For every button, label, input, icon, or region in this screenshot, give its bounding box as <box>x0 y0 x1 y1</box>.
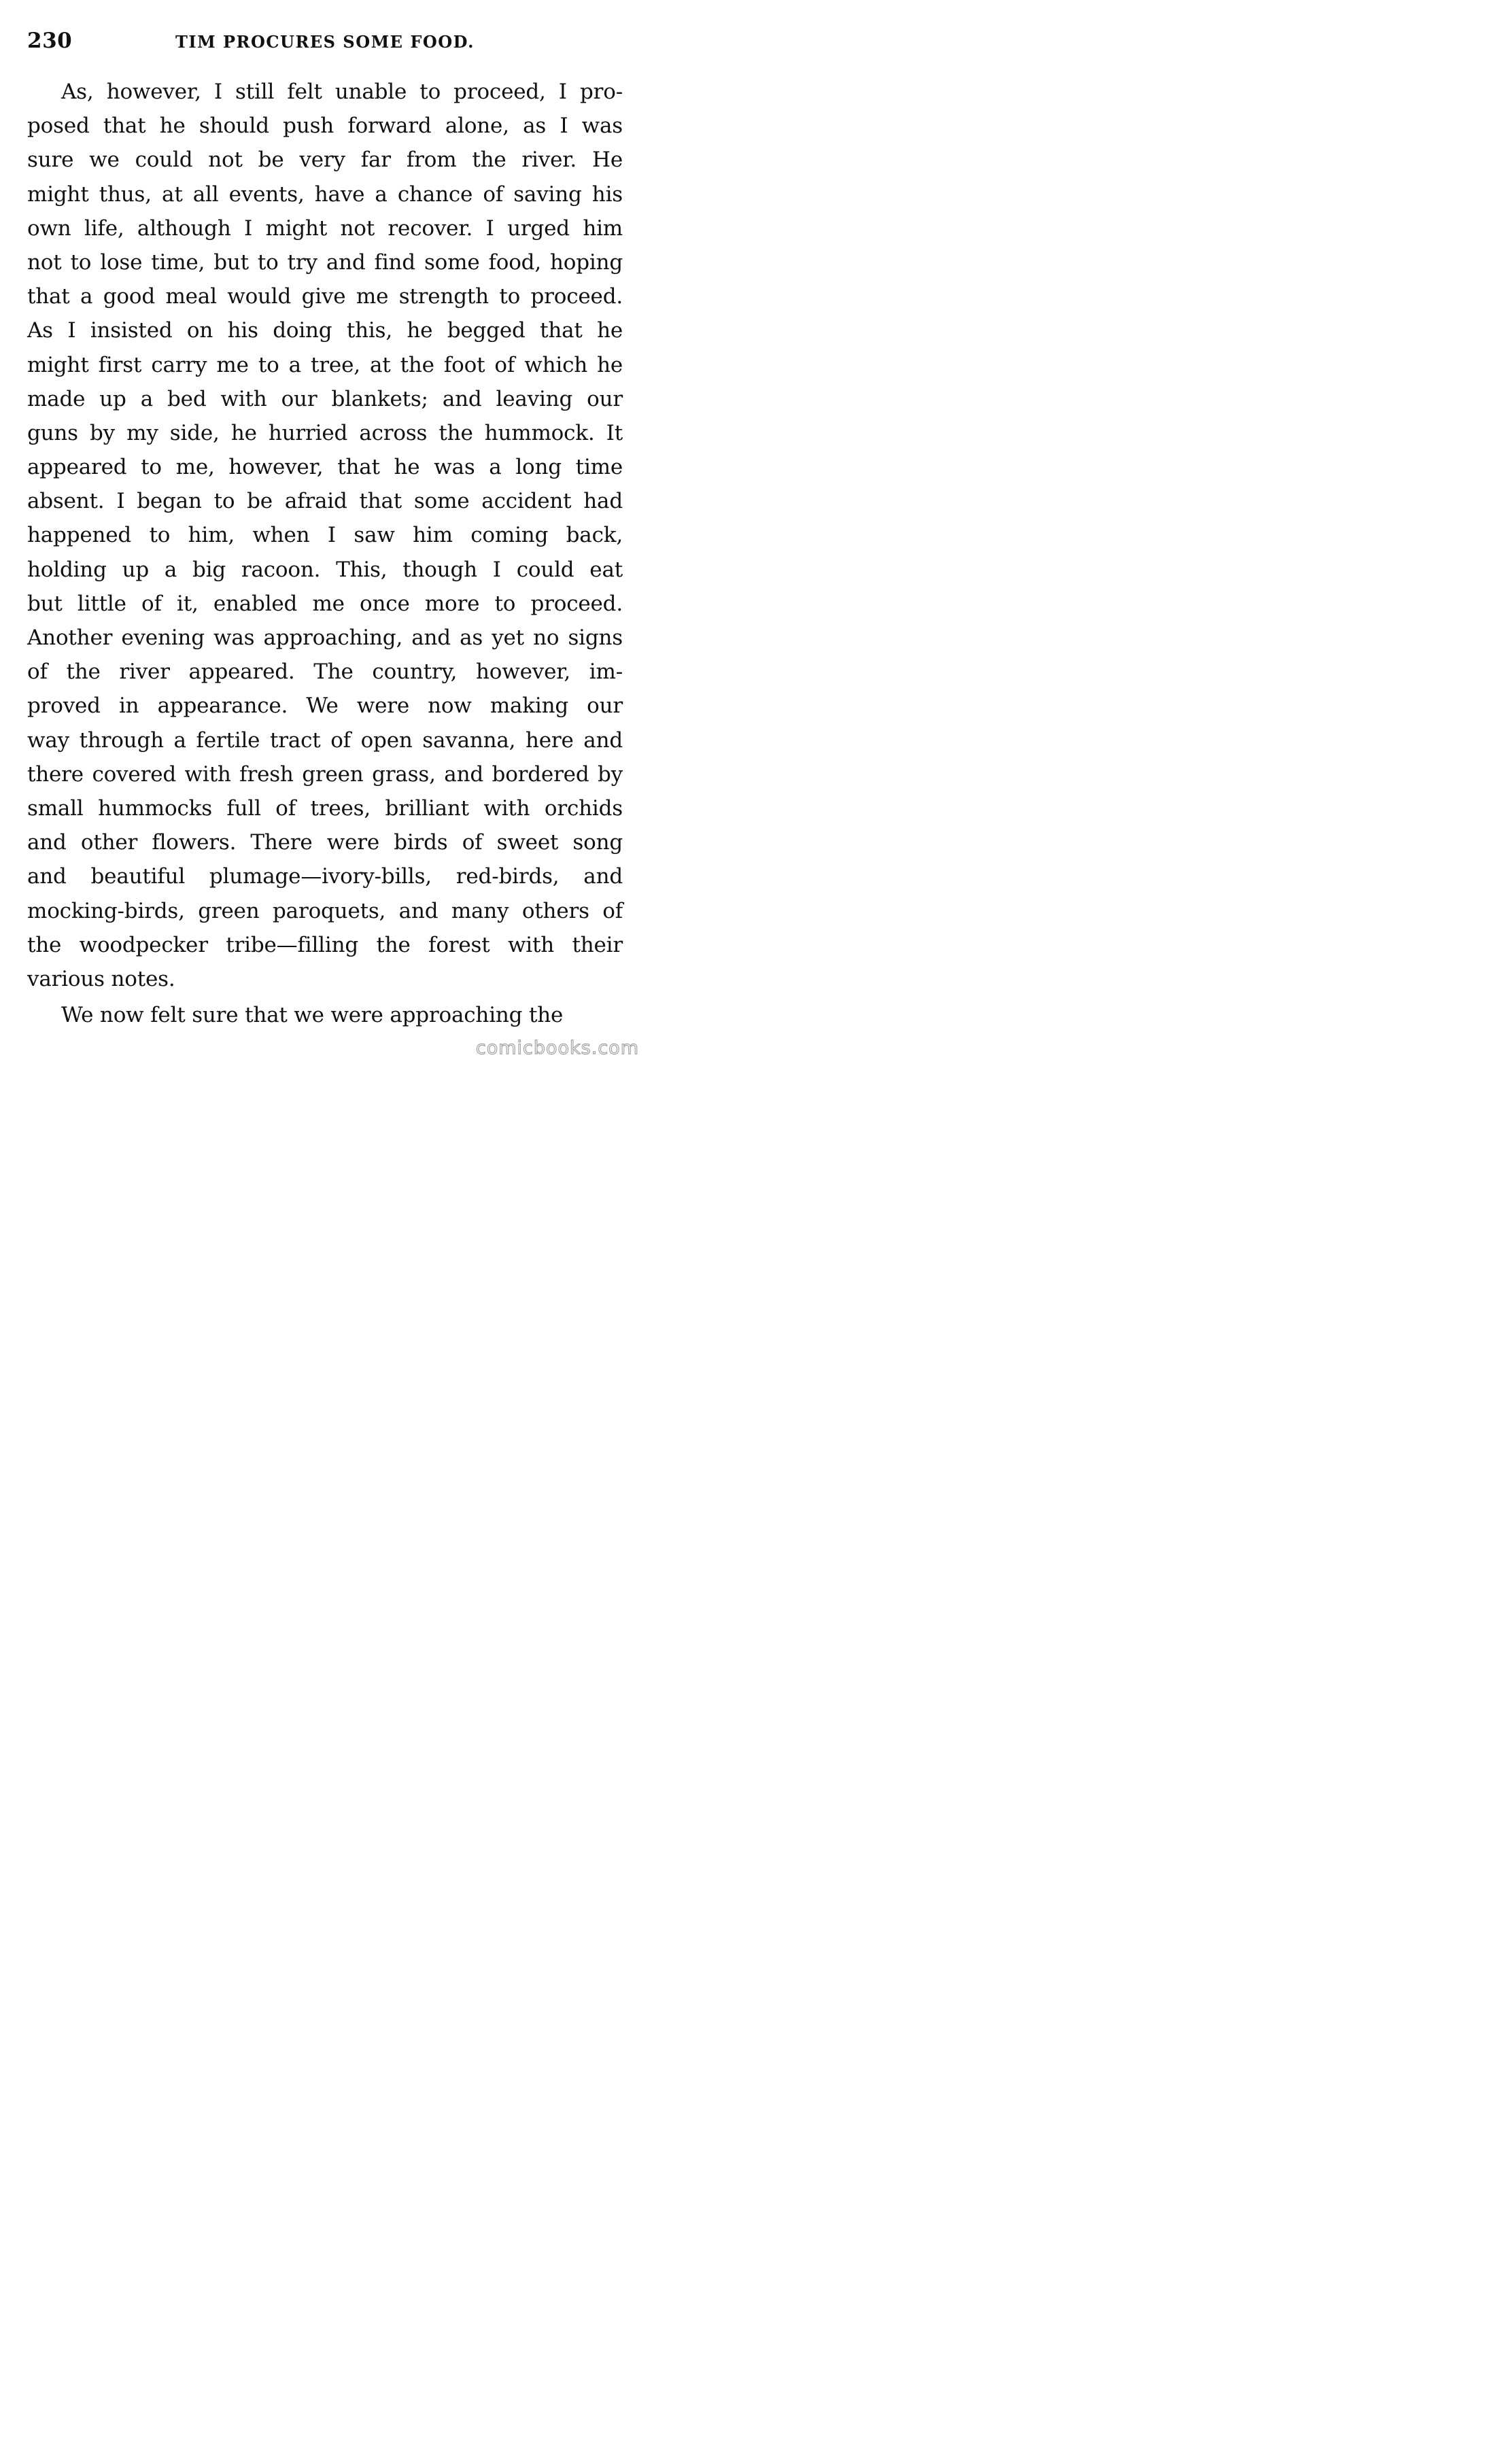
text-line: We now felt sure that we were approaching the <box>61 1003 564 1028</box>
watermark: comicbooks.com <box>475 1038 639 1059</box>
text-line: various notes. <box>27 966 175 991</box>
text-line: made up a bed with our blankets; and leaving our <box>27 386 623 411</box>
text-line: might first carry me to a tree, at the foot of which he <box>27 352 623 377</box>
text-line: might thus, at all events, have a chance of saving his <box>27 182 623 207</box>
text-line: posed that he should push forward alone, as I was <box>27 114 623 139</box>
text-line: happened to him, when I saw him coming back, <box>27 523 623 548</box>
text-line: As, however, I still felt unable to proceed, I pro- <box>61 80 623 104</box>
text-line: the woodpecker tribe—filling the forest with their <box>27 932 623 957</box>
text-line: proved in appearance. We were now making our <box>27 694 623 719</box>
text-line: of the river appeared. The country, however, im- <box>27 660 623 685</box>
text-line: own life, although I might not recover. I urged him <box>27 216 623 241</box>
page-number: 230 <box>27 29 73 53</box>
body-text <box>27 75 623 1032</box>
text-line: guns by my side, he hurried across the hummock. It <box>27 420 623 445</box>
text-line: and other flowers. There were birds of sweet song <box>27 830 623 855</box>
paragraph <box>27 998 623 1032</box>
text-line: small hummocks full of trees, brilliant with orchids <box>27 795 623 821</box>
running-head: TIM PROCURES SOME FOOD. <box>175 32 475 52</box>
text-line: not to lose time, but to try and find some food, hoping <box>27 250 623 275</box>
page-header <box>27 27 623 57</box>
text-line: absent. I began to be afraid that some accident had <box>27 489 623 514</box>
text-line: sure we could not be very far from the river. He <box>27 148 623 173</box>
text-line: and beautiful plumage—ivory-bills, red-birds, and <box>27 864 623 889</box>
text-line: but little of it, enabled me once more to proceed. <box>27 591 623 616</box>
text-line: way through a fertile tract of open savanna, here and <box>27 728 623 753</box>
text-line: appeared to me, however, that he was a long time <box>27 455 623 480</box>
text-line: Another evening was approaching, and as yet no signs <box>27 626 623 650</box>
paragraph <box>27 75 623 996</box>
text-line: that a good meal would give me strength to proceed. <box>27 284 623 309</box>
text-line: mocking-birds, green paroquets, and many others of <box>27 898 623 923</box>
text-line: there covered with fresh green grass, and bordered by <box>27 762 623 787</box>
book-page <box>0 0 653 1063</box>
text-line: As I insisted on his doing this, he begged that he <box>27 318 623 343</box>
text-line: holding up a big racoon. This, though I could eat <box>27 557 623 582</box>
